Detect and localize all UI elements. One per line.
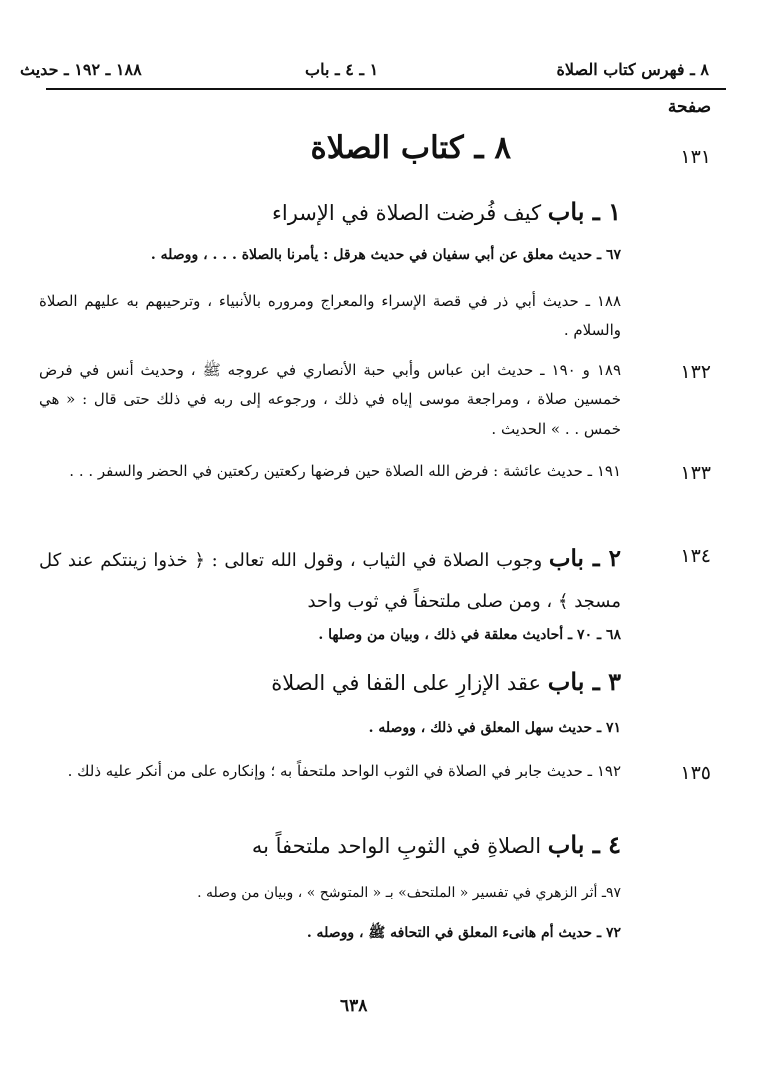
section-title: الصلاةِ في الثوبِ الواحد ملتحفاً به: [251, 834, 542, 858]
entry: ١٩٢ ـ حديث جابر في الصلاة في الثوب الواحد ملتحفاً به ؛ وإنكاره على من أنكر عليه ذلك .: [67, 762, 621, 780]
section-heading: [39, 534, 621, 622]
entry: ٦٨ ـ ٧٠ ـ أحاديث معلقة في ذلك ، وبيان من وصلها .: [318, 627, 621, 643]
entry: ٩٧ـ أثر الزهري في تفسير « الملتحف» بـ « المتوشح » ، وبيان من وصله .: [197, 885, 621, 901]
entry: ١٨٨ ـ حديث أبي ذر في قصة الإسراء والمعراج ومروره بالأنبياء ، وترحيبهم به عليهم الصلاة والسلام .: [39, 292, 621, 340]
section-number: ٣ ـ باب: [547, 667, 621, 696]
chapter-title: ٨ ـ كتاب الصلاة: [310, 130, 511, 166]
section-title: كيف فُرضت الصلاة في الإسراء: [272, 201, 542, 225]
section-heading: [271, 667, 621, 696]
section-number: ١ ـ باب: [547, 197, 621, 226]
footer-page-number: ٦٣٨: [340, 996, 368, 1016]
section-heading: [272, 197, 621, 226]
entry: ١٩١ ـ حديث عائشة : فرض الله الصلاة حين فرضها ركعتين ركعتين في الحضر والسفر . . .: [69, 462, 621, 480]
page-ref: ١٣٤: [680, 545, 711, 567]
header-chapter: ٨ ـ فهرس كتاب الصلاة: [556, 60, 709, 79]
section-number: ٤ ـ باب: [547, 830, 621, 859]
section-number: ٢ ـ باب: [548, 545, 621, 572]
entry: ٧٢ ـ حديث أم هانىء المعلق في التحافه ﷺ ، ووصله .: [306, 925, 621, 941]
page-ref: ١٣٣: [680, 462, 711, 484]
page-ref: ١٣٥: [680, 762, 711, 784]
entry: ١٨٩ و ١٩٠ ـ حديث ابن عباس وأبي حبة الأنصاري في عروجه ﷺ ، وحديث أنس في فرض خمسين صلاة ، ومراجعة موسى إياه في ذلك ، ورجوعه إلى ربه في ذلك حتى قال : « هي خمس . . » الحديث .: [39, 361, 622, 438]
section-title: وجوب الصلاة في الثياب ، وقول الله تعالى : ﴿ خذوا زينتكم عند كل مسجد ﴾ ، ومن صلى ملتحفاً في ثوب واحد: [39, 550, 621, 613]
header-rule: [46, 88, 726, 90]
header-hadith-range: ١٨٨ ـ ١٩٢ ـ حديث: [20, 60, 142, 79]
section-heading: [252, 830, 621, 859]
header-sections: ١ ـ ٤ ـ باب: [305, 60, 379, 79]
page-ref: ١٣١: [680, 146, 711, 168]
page-ref: ١٣٢: [680, 361, 711, 383]
section-title: عقد الإزارِ على القفا في الصلاة: [271, 671, 542, 695]
page-column-label: صفحة: [667, 97, 711, 117]
entry: ٧١ ـ حديث سهل المعلق في ذلك ، ووصله .: [368, 720, 621, 736]
entry: ٦٧ ـ حديث معلق عن أبي سفيان في حديث هرقل : يأمرنا بالصلاة . . . ، ووصله .: [150, 247, 621, 263]
